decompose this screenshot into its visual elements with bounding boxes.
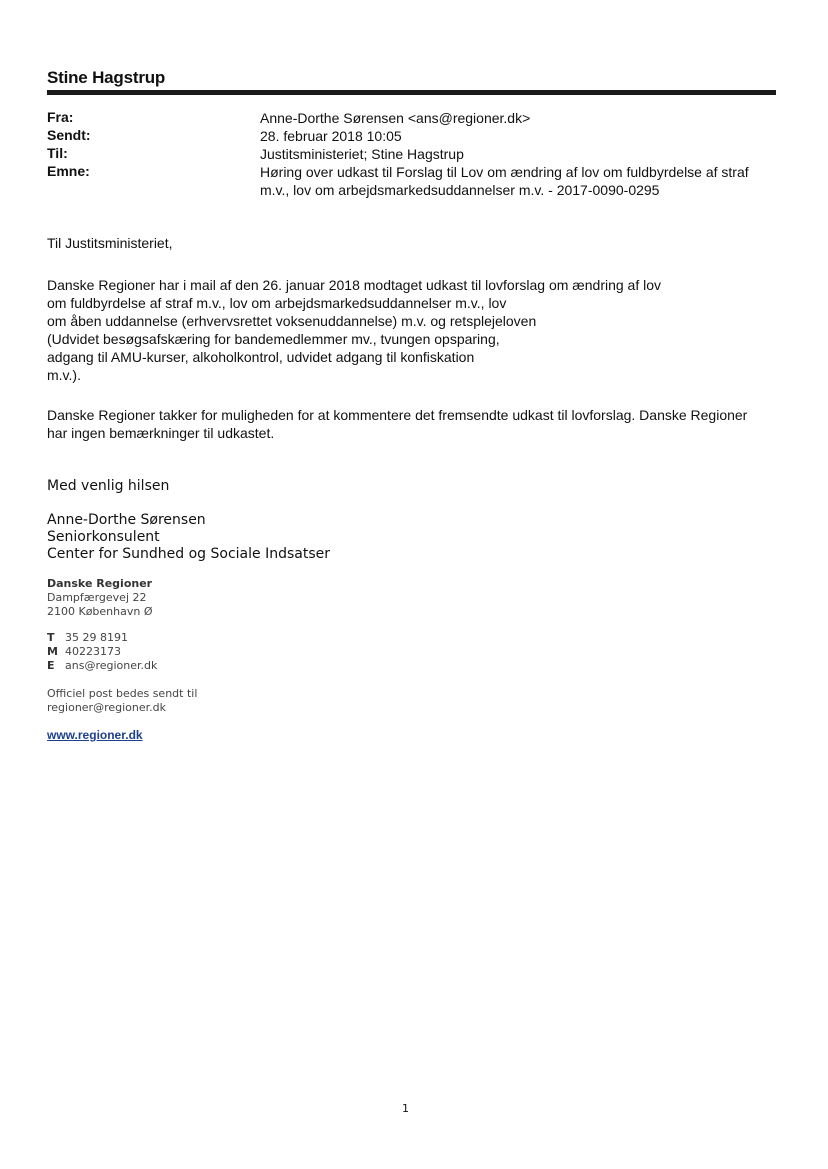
org-name: Danske Regioner — [47, 577, 153, 590]
official-post-line: Officiel post bedes sendt til — [47, 687, 198, 700]
paragraph-response — [47, 406, 787, 442]
email-value: ans@regioner.dk — [65, 659, 158, 672]
signature-block — [47, 512, 330, 563]
signature-title: Seniorkonsulent — [47, 529, 160, 545]
mobile-value: 40223173 — [65, 645, 121, 658]
signature-name: Anne-Dorthe Sørensen — [47, 512, 206, 528]
paragraph-intro — [47, 276, 787, 384]
official-post-note — [47, 687, 197, 715]
greeting: Til Justitsministeriet, — [47, 235, 173, 251]
email-label: E — [47, 659, 55, 672]
paragraph-line: Danske Regioner har i mail af den 26. januar 2018 modtaget udkast til lovforslag om ændring af lov — [47, 277, 662, 293]
paragraph-line: m.v.). — [47, 367, 81, 383]
subject-label: Emne: — [47, 163, 90, 179]
subject-line: m.v., lov om arbejdsmarkedsuddannelser m.v. - 2017-0090-0295 — [260, 182, 660, 198]
contact-info — [47, 631, 157, 673]
page-number: 1 — [402, 1102, 409, 1115]
subject-value — [260, 163, 749, 199]
paragraph-line: om åben uddannelse (erhvervsrettet voksenuddannelse) m.v. og retsplejeloven — [47, 313, 537, 329]
document-owner: Stine Hagstrup — [47, 68, 166, 87]
sent-label: Sendt: — [47, 127, 91, 143]
phone-label: T — [47, 631, 55, 644]
website-link[interactable]: www.regioner.dk — [47, 728, 143, 742]
from-label: Fra: — [47, 109, 74, 125]
official-post-email: regioner@regioner.dk — [47, 701, 166, 714]
from-value: Anne-Dorthe Sørensen <ans@regioner.dk> — [260, 110, 531, 126]
paragraph-line: adgang til AMU-kurser, alkoholkontrol, udvidet adgang til konfiskation — [47, 349, 475, 365]
org-city: 2100 København Ø — [47, 605, 153, 618]
mobile-label: M — [47, 645, 58, 658]
closing: Med venlig hilsen — [47, 478, 170, 494]
paragraph-line: om fuldbyrdelse af straf m.v., lov om arbejdsmarkedsuddannelser m.v., lov — [47, 295, 507, 311]
to-value: Justitsministeriet; Stine Hagstrup — [260, 146, 464, 162]
to-label: Til: — [47, 145, 68, 161]
paragraph-line: har ingen bemærkninger til udkastet. — [47, 425, 275, 441]
org-street: Dampfærgevej 22 — [47, 591, 147, 604]
paragraph-line: (Udvidet besøgsafskæring for bandemedlemmer mv., tvungen opsparing, — [47, 331, 500, 347]
paragraph-line: Danske Regioner takker for muligheden for at kommentere det fremsendte udkast til lovforslag. Danske Regioner — [47, 407, 748, 423]
header-rule — [47, 90, 776, 95]
phone-value: 35 29 8191 — [65, 631, 128, 644]
sent-value: 28. februar 2018 10:05 — [260, 128, 402, 144]
org-address — [47, 577, 153, 619]
signature-department: Center for Sundhed og Sociale Indsatser — [47, 546, 331, 562]
subject-line: Høring over udkast til Forslag til Lov om ændring af lov om fuldbyrdelse af straf — [260, 164, 749, 180]
